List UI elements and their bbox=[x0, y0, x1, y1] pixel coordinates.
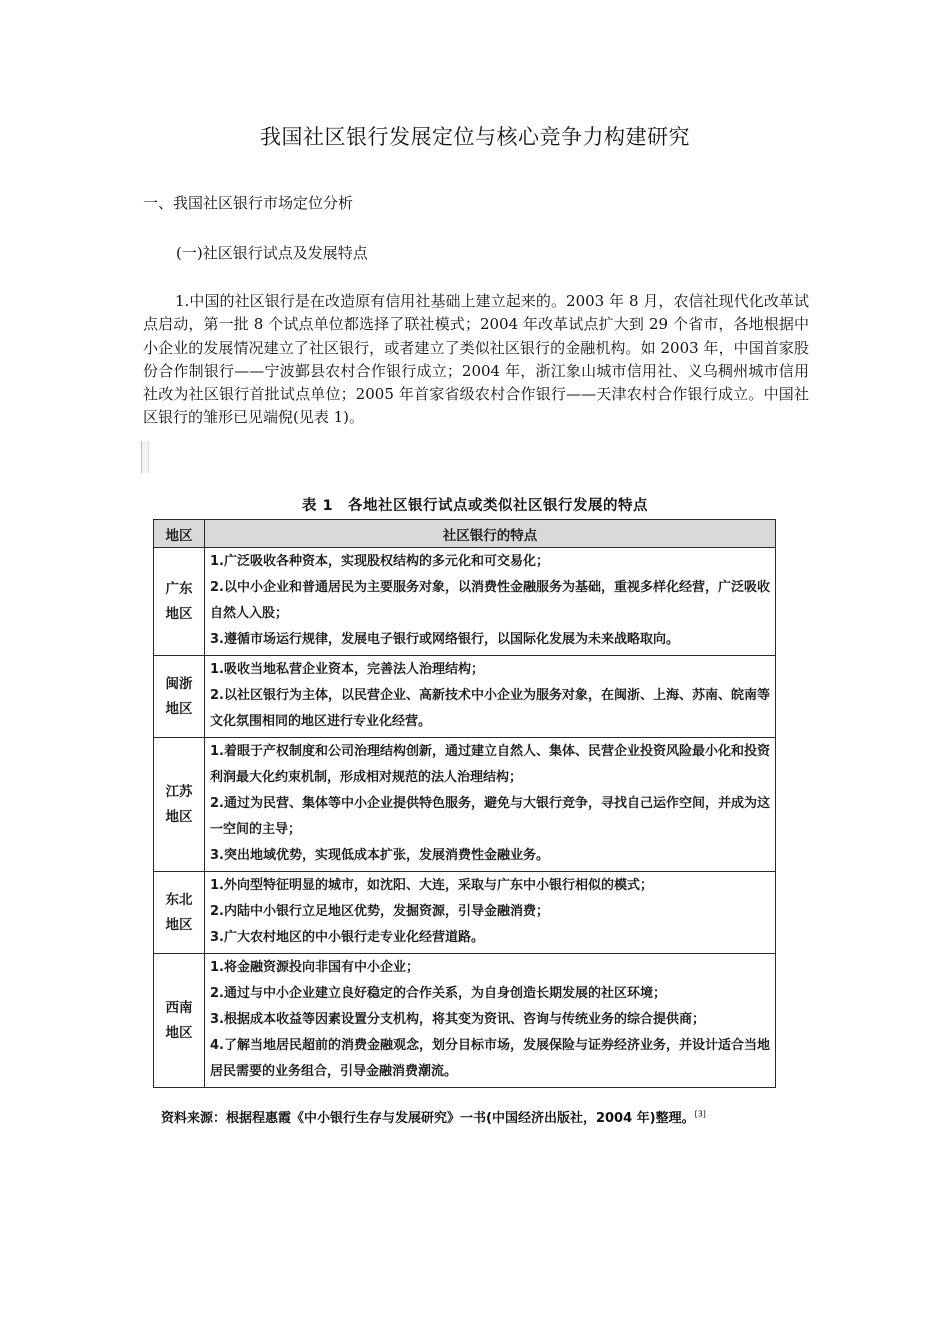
feature-item: 3.根据成本收益等因素设置分支机构，将其变为资讯、咨询与传统业务的综合提供商； bbox=[210, 1012, 705, 1027]
feature-item: 4.了解当地居民超前的消费金融观念，划分目标市场，发展保险与证券经济业务，并设计适合当地居民需要的业务组合，引导金融消费潮流。 bbox=[210, 1038, 770, 1079]
region-cell bbox=[154, 954, 205, 1088]
feature-item: 3.遵循市场运行规律，发展电子银行或网络银行，以国际化发展为未来战略取向。 bbox=[210, 632, 679, 647]
region-cell bbox=[154, 656, 205, 738]
region-name: 广东 bbox=[165, 580, 193, 597]
feature-item: 2.通过与中小企业建立良好稳定的合作关系，为自身创造长期发展的社区环境； bbox=[210, 986, 666, 1001]
region-cell bbox=[154, 738, 205, 872]
feature-item: 2.通过为民营、集体等中小企业提供特色服务，避免与大银行竞争，寻找自己运作空间，并成为这一空间的主导； bbox=[210, 796, 770, 837]
table-source-note bbox=[161, 1107, 706, 1126]
region-cell bbox=[154, 872, 205, 954]
scan-artifact bbox=[141, 441, 149, 473]
features-cell bbox=[205, 738, 776, 872]
region-suffix: 地区 bbox=[165, 1024, 193, 1041]
features-cell bbox=[205, 548, 776, 656]
feature-item: 1.外向型特征明显的城市，如沈阳、大连，采取与广东中小银行相似的模式； bbox=[210, 878, 653, 893]
source-text: 资料来源：根据程惠霞《中小银行生存与发展研究》一书(中国经济出版社，2004 年)整理。 bbox=[161, 1111, 695, 1126]
features-cell bbox=[205, 954, 776, 1088]
features-header: 社区银行的特点 bbox=[205, 520, 776, 548]
region-suffix: 地区 bbox=[165, 808, 193, 825]
citation-ref: [3] bbox=[694, 1109, 706, 1119]
features-cell bbox=[205, 872, 776, 954]
table-row-dongbei bbox=[154, 872, 776, 954]
table-header-row bbox=[154, 520, 776, 548]
table-row-jiangsu bbox=[154, 738, 776, 872]
page-title: 我国社区银行发展定位与核心竞争力构建研究 bbox=[260, 125, 690, 149]
table-row-minzhe bbox=[154, 656, 776, 738]
table-caption: 表 1 各地社区银行试点或类似社区银行发展的特点 bbox=[301, 498, 649, 514]
feature-item: 1.将金融资源投向非国有中小企业； bbox=[210, 960, 419, 975]
region-cell bbox=[154, 548, 205, 656]
table-row-guangdong bbox=[154, 548, 776, 656]
region-suffix: 地区 bbox=[165, 916, 193, 933]
feature-item: 3.突出地域优势，实现低成本扩张，发展消费性金融业务。 bbox=[210, 848, 549, 863]
feature-item: 1.广泛吸收各种资本，实现股权结构的多元化和可交易化； bbox=[210, 554, 549, 569]
section-heading: 一、我国社区银行市场定位分析 bbox=[143, 194, 354, 212]
features-table bbox=[153, 519, 776, 1088]
region-suffix: 地区 bbox=[165, 700, 193, 717]
subsection-heading: (一)社区银行试点及发展特点 bbox=[176, 244, 368, 262]
region-name: 东北 bbox=[165, 891, 193, 908]
region-name: 闽浙 bbox=[165, 675, 193, 692]
features-cell bbox=[205, 656, 776, 738]
feature-item: 2.内陆中小银行立足地区优势，发掘资源，引导金融消费； bbox=[210, 904, 549, 919]
feature-item: 1.着眼于产权制度和公司治理结构创新，通过建立自然人、集体、民营企业投资风险最小化和投资利润最大化约束机制，形成相对规范的法人治理结构； bbox=[210, 744, 770, 785]
table-row-xinan bbox=[154, 954, 776, 1088]
region-header: 地区 bbox=[154, 520, 205, 548]
region-name: 西南 bbox=[165, 999, 193, 1016]
feature-item: 3.广大农村地区的中小银行走专业化经营道路。 bbox=[210, 930, 484, 945]
feature-item: 1.吸收当地私营企业资本，完善法人治理结构； bbox=[210, 662, 484, 677]
body-paragraph: 1.中国的社区银行是在改造原有信用社基础上建立起来的。2003 年 8 月，农信社现代化改革试点启动，第一批 8 个试点单位都选择了联社模式；2004 年改革试点扩大到 29 个省市，各地根据中小企业的发展情况建立了社区银行，或者建立了类似社区银行的金融机构。如 2003 年，中国首家股份合作制银行——宁波鄞县农村合作银行成立；2004 年，浙江象山城市信用社、义乌稠州城市信用社改为社区银行首批试点单位；2005 年首家省级农村合作银行——天津农村合作银行成立。中国社区银行的雏形已见端倪(见表 1)。 bbox=[143, 292, 809, 427]
region-suffix: 地区 bbox=[165, 605, 193, 622]
feature-item: 2.以中小企业和普通居民为主要服务对象，以消费性金融服务为基础，重视多样化经营，广泛吸收自然人入股； bbox=[210, 580, 770, 621]
region-name: 江苏 bbox=[165, 783, 193, 800]
feature-item: 2.以社区银行为主体，以民营企业、高新技术中小企业为服务对象，在闽浙、上海、苏南、皖南等文化氛围相同的地区进行专业化经营。 bbox=[210, 688, 770, 729]
